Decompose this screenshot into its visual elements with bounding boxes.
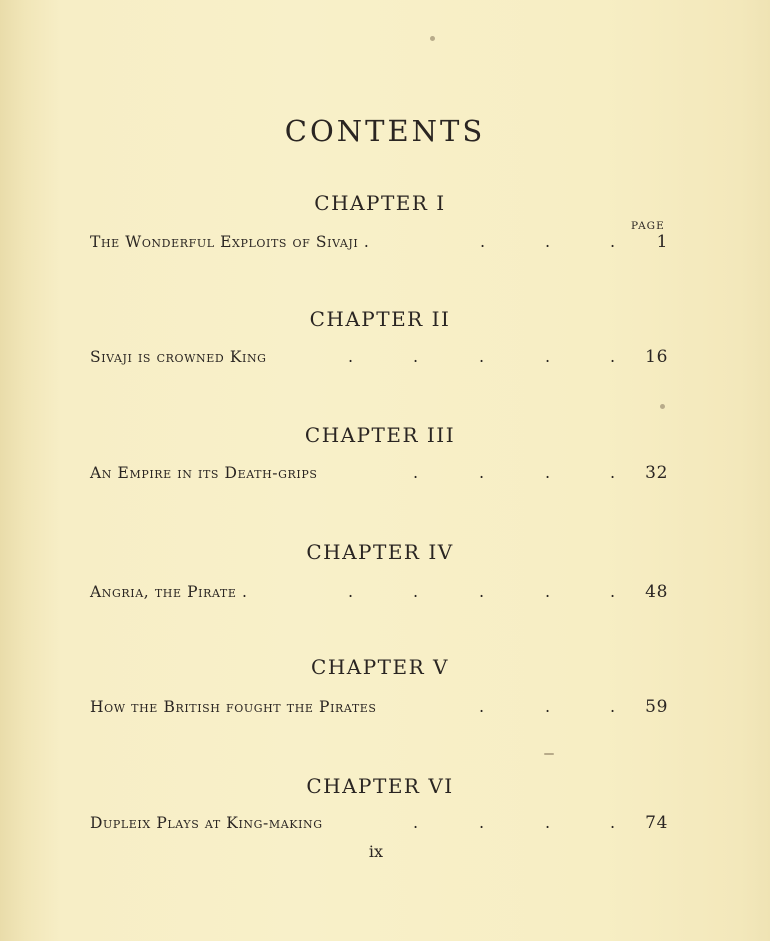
leader-dot: .	[480, 232, 486, 251]
paper-speck	[430, 36, 435, 41]
leader-dot: .	[545, 463, 551, 482]
leader-dot: .	[348, 347, 354, 366]
entry-title: Sivaji is crowned King	[90, 348, 267, 366]
page-folio: ix	[368, 842, 384, 861]
chapter-heading: CHAPTER V	[311, 655, 449, 679]
toc-entry[interactable]	[90, 698, 668, 722]
leader-dot: .	[413, 582, 419, 601]
page-number: 1	[656, 232, 668, 252]
leader-dot: .	[348, 582, 354, 601]
entry-title: Angria, the Pirate .	[90, 583, 248, 601]
toc-entry[interactable]	[90, 464, 668, 488]
leader-dot: .	[479, 347, 485, 366]
entry-title: An Empire in its Death-grips	[90, 464, 318, 482]
toc-entry[interactable]	[90, 233, 668, 257]
toc-entry[interactable]	[90, 583, 668, 607]
entry-title: How the British fought the Pirates	[90, 698, 377, 716]
leader-dot: .	[545, 232, 551, 251]
chapter-heading: CHAPTER IV	[306, 540, 454, 564]
leader-dot: .	[610, 463, 616, 482]
page-number: 48	[645, 582, 668, 602]
leader-dot: .	[610, 813, 616, 832]
leader-dot: .	[413, 463, 419, 482]
leader-dot: .	[545, 697, 551, 716]
leader-dot: .	[479, 582, 485, 601]
leader-dot: .	[479, 697, 485, 716]
leader-dot: .	[413, 813, 419, 832]
leader-dot: .	[545, 813, 551, 832]
leader-dot: .	[610, 582, 616, 601]
entry-title: The Wonderful Exploits of Sivaji .	[90, 233, 370, 251]
page-number: 74	[645, 813, 668, 833]
toc-entry[interactable]	[90, 348, 668, 372]
leader-dot: .	[545, 347, 551, 366]
chapter-heading: CHAPTER III	[304, 423, 456, 447]
paper-speck	[544, 753, 554, 755]
page-number: 16	[645, 347, 668, 367]
leader-dot: .	[610, 232, 616, 251]
page-column-label: PAGE	[631, 220, 665, 232]
paper-speck	[660, 404, 665, 409]
toc-entry[interactable]	[90, 814, 668, 838]
page-number: 59	[645, 697, 668, 717]
contents-title: CONTENTS	[284, 114, 486, 148]
chapter-heading: CHAPTER II	[309, 307, 451, 331]
leader-dot: .	[479, 813, 485, 832]
chapter-heading: CHAPTER VI	[306, 774, 454, 798]
page-number: 32	[645, 463, 668, 483]
leader-dot: .	[545, 582, 551, 601]
chapter-heading: CHAPTER I	[314, 191, 446, 215]
leader-dot: .	[610, 697, 616, 716]
leader-dot: .	[610, 347, 616, 366]
leader-dot: .	[413, 347, 419, 366]
leader-dot: .	[479, 463, 485, 482]
entry-title: Dupleix Plays at King-making	[90, 814, 323, 832]
